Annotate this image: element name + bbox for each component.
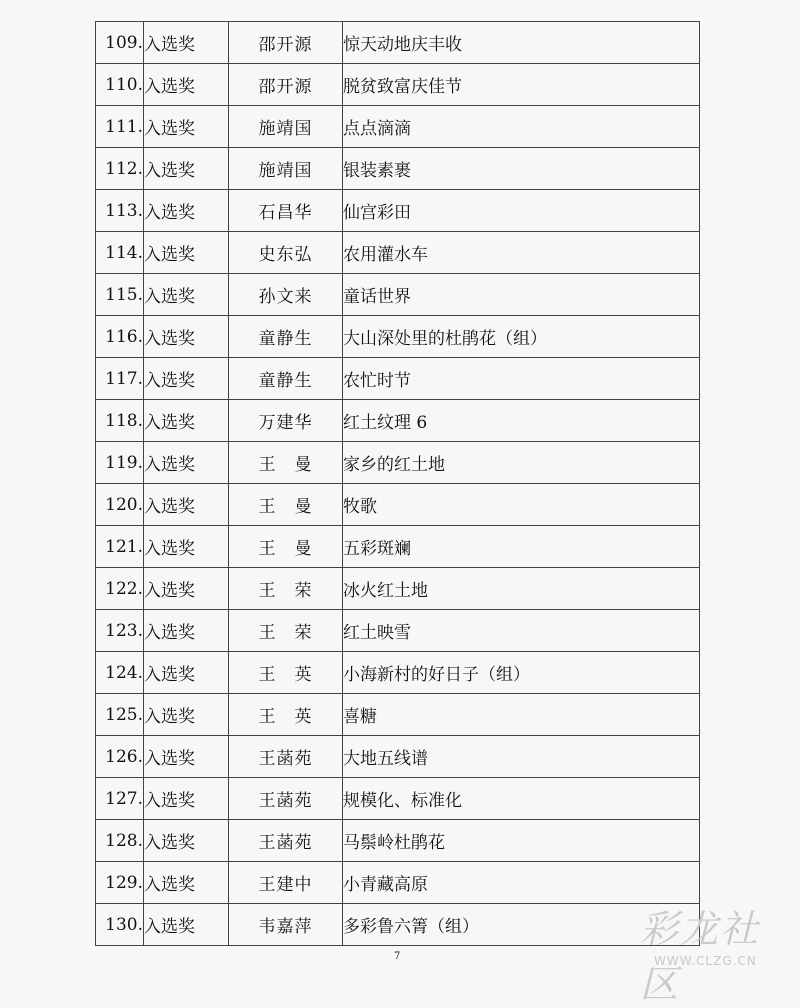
work-title-cell: 多彩鲁六箐（组）	[343, 904, 700, 946]
work-title-cell: 脱贫致富庆佳节	[343, 64, 700, 106]
award-level-cell: 入选奖	[144, 358, 229, 400]
page-number: 7	[394, 951, 401, 962]
entry-number-cell: 118.	[96, 400, 144, 442]
entry-number-cell: 109.	[96, 22, 144, 64]
award-level-cell: 入选奖	[144, 442, 229, 484]
author-name-cell: 石昌华	[229, 190, 343, 232]
author-name-cell: 韦嘉萍	[229, 904, 343, 946]
work-title-cell: 大山深处里的杜鹃花（组）	[343, 316, 700, 358]
author-name-cell: 孙文来	[229, 274, 343, 316]
award-level-cell: 入选奖	[144, 820, 229, 862]
entry-number-cell: 130.	[96, 904, 144, 946]
award-level-cell: 入选奖	[144, 610, 229, 652]
entry-number-cell: 116.	[96, 316, 144, 358]
award-level-cell: 入选奖	[144, 190, 229, 232]
work-title-cell: 牧歌	[343, 484, 700, 526]
work-title-cell: 红土纹理 6	[343, 400, 700, 442]
award-level-cell: 入选奖	[144, 904, 229, 946]
entry-number-cell: 124.	[96, 652, 144, 694]
watermark-text: 彩龙社区	[640, 907, 761, 1006]
author-name-cell: 施靖国	[229, 148, 343, 190]
work-title-cell: 农忙时节	[343, 358, 700, 400]
award-level-cell: 入选奖	[144, 736, 229, 778]
table-row	[96, 316, 700, 358]
work-title-cell: 大地五线谱	[343, 736, 700, 778]
entry-number-cell: 122.	[96, 568, 144, 610]
award-level-cell: 入选奖	[144, 568, 229, 610]
work-title-cell: 红土映雪	[343, 610, 700, 652]
author-name-cell: 王 曼	[229, 526, 343, 568]
table-row	[96, 694, 700, 736]
work-title-cell: 农用灌水车	[343, 232, 700, 274]
entry-number-cell: 110.	[96, 64, 144, 106]
author-name-cell: 王 荣	[229, 610, 343, 652]
entry-number-cell: 123.	[96, 610, 144, 652]
table-row	[96, 190, 700, 232]
author-name-cell: 王菡苑	[229, 820, 343, 862]
award-level-cell: 入选奖	[144, 694, 229, 736]
author-name-cell: 王菡苑	[229, 778, 343, 820]
entry-number-cell: 112.	[96, 148, 144, 190]
entry-number-cell: 115.	[96, 274, 144, 316]
author-name-cell: 王建中	[229, 862, 343, 904]
entry-number-cell: 111.	[96, 106, 144, 148]
work-title-cell: 五彩斑斓	[343, 526, 700, 568]
table-row	[96, 568, 700, 610]
author-name-cell: 王 英	[229, 694, 343, 736]
table-row	[96, 778, 700, 820]
author-name-cell: 万建华	[229, 400, 343, 442]
award-level-cell: 入选奖	[144, 316, 229, 358]
watermark-logo	[612, 898, 792, 1006]
awards-table-body	[96, 22, 700, 946]
entry-number-cell: 127.	[96, 778, 144, 820]
award-level-cell: 入选奖	[144, 232, 229, 274]
table-row	[96, 736, 700, 778]
author-name-cell: 史东弘	[229, 232, 343, 274]
awards-table	[95, 21, 700, 946]
author-name-cell: 施靖国	[229, 106, 343, 148]
work-title-cell: 家乡的红土地	[343, 442, 700, 484]
table-row	[96, 442, 700, 484]
table-row	[96, 274, 700, 316]
table-row	[96, 22, 700, 64]
entry-number-cell: 117.	[96, 358, 144, 400]
author-name-cell: 邵开源	[229, 22, 343, 64]
work-title-cell: 银装素裹	[343, 148, 700, 190]
award-level-cell: 入选奖	[144, 400, 229, 442]
award-level-cell: 入选奖	[144, 22, 229, 64]
work-title-cell: 规模化、标准化	[343, 778, 700, 820]
table-row	[96, 358, 700, 400]
work-title-cell: 冰火红土地	[343, 568, 700, 610]
entry-number-cell: 120.	[96, 484, 144, 526]
award-level-cell: 入选奖	[144, 274, 229, 316]
award-level-cell: 入选奖	[144, 778, 229, 820]
work-title-cell: 喜糖	[343, 694, 700, 736]
award-level-cell: 入选奖	[144, 106, 229, 148]
author-name-cell: 王菡苑	[229, 736, 343, 778]
entry-number-cell: 121.	[96, 526, 144, 568]
table-row	[96, 904, 700, 946]
work-title-cell: 点点滴滴	[343, 106, 700, 148]
award-level-cell: 入选奖	[144, 484, 229, 526]
author-name-cell: 王 曼	[229, 484, 343, 526]
table-row	[96, 652, 700, 694]
table-row	[96, 820, 700, 862]
table-row	[96, 148, 700, 190]
entry-number-cell: 129.	[96, 862, 144, 904]
work-title-cell: 惊天动地庆丰收	[343, 22, 700, 64]
work-title-cell: 童话世界	[343, 274, 700, 316]
award-level-cell: 入选奖	[144, 652, 229, 694]
table-row	[96, 400, 700, 442]
award-level-cell: 入选奖	[144, 862, 229, 904]
author-name-cell: 王 荣	[229, 568, 343, 610]
award-level-cell: 入选奖	[144, 148, 229, 190]
table-row	[96, 64, 700, 106]
entry-number-cell: 119.	[96, 442, 144, 484]
watermark-url: WWW.CLZG.CN	[654, 954, 757, 968]
work-title-cell: 仙宫彩田	[343, 190, 700, 232]
table-row	[96, 106, 700, 148]
table-row	[96, 610, 700, 652]
award-level-cell: 入选奖	[144, 526, 229, 568]
work-title-cell: 马鬃岭杜鹃花	[343, 820, 700, 862]
table-row	[96, 484, 700, 526]
author-name-cell: 邵开源	[229, 64, 343, 106]
table-row	[96, 862, 700, 904]
entry-number-cell: 125.	[96, 694, 144, 736]
author-name-cell: 童静生	[229, 316, 343, 358]
work-title-cell: 小青藏高原	[343, 862, 700, 904]
entry-number-cell: 114.	[96, 232, 144, 274]
entry-number-cell: 126.	[96, 736, 144, 778]
table-row	[96, 526, 700, 568]
author-name-cell: 王 曼	[229, 442, 343, 484]
entry-number-cell: 113.	[96, 190, 144, 232]
table-row	[96, 232, 700, 274]
entry-number-cell: 128.	[96, 820, 144, 862]
work-title-cell: 小海新村的好日子（组）	[343, 652, 700, 694]
award-level-cell: 入选奖	[144, 64, 229, 106]
author-name-cell: 童静生	[229, 358, 343, 400]
author-name-cell: 王 英	[229, 652, 343, 694]
